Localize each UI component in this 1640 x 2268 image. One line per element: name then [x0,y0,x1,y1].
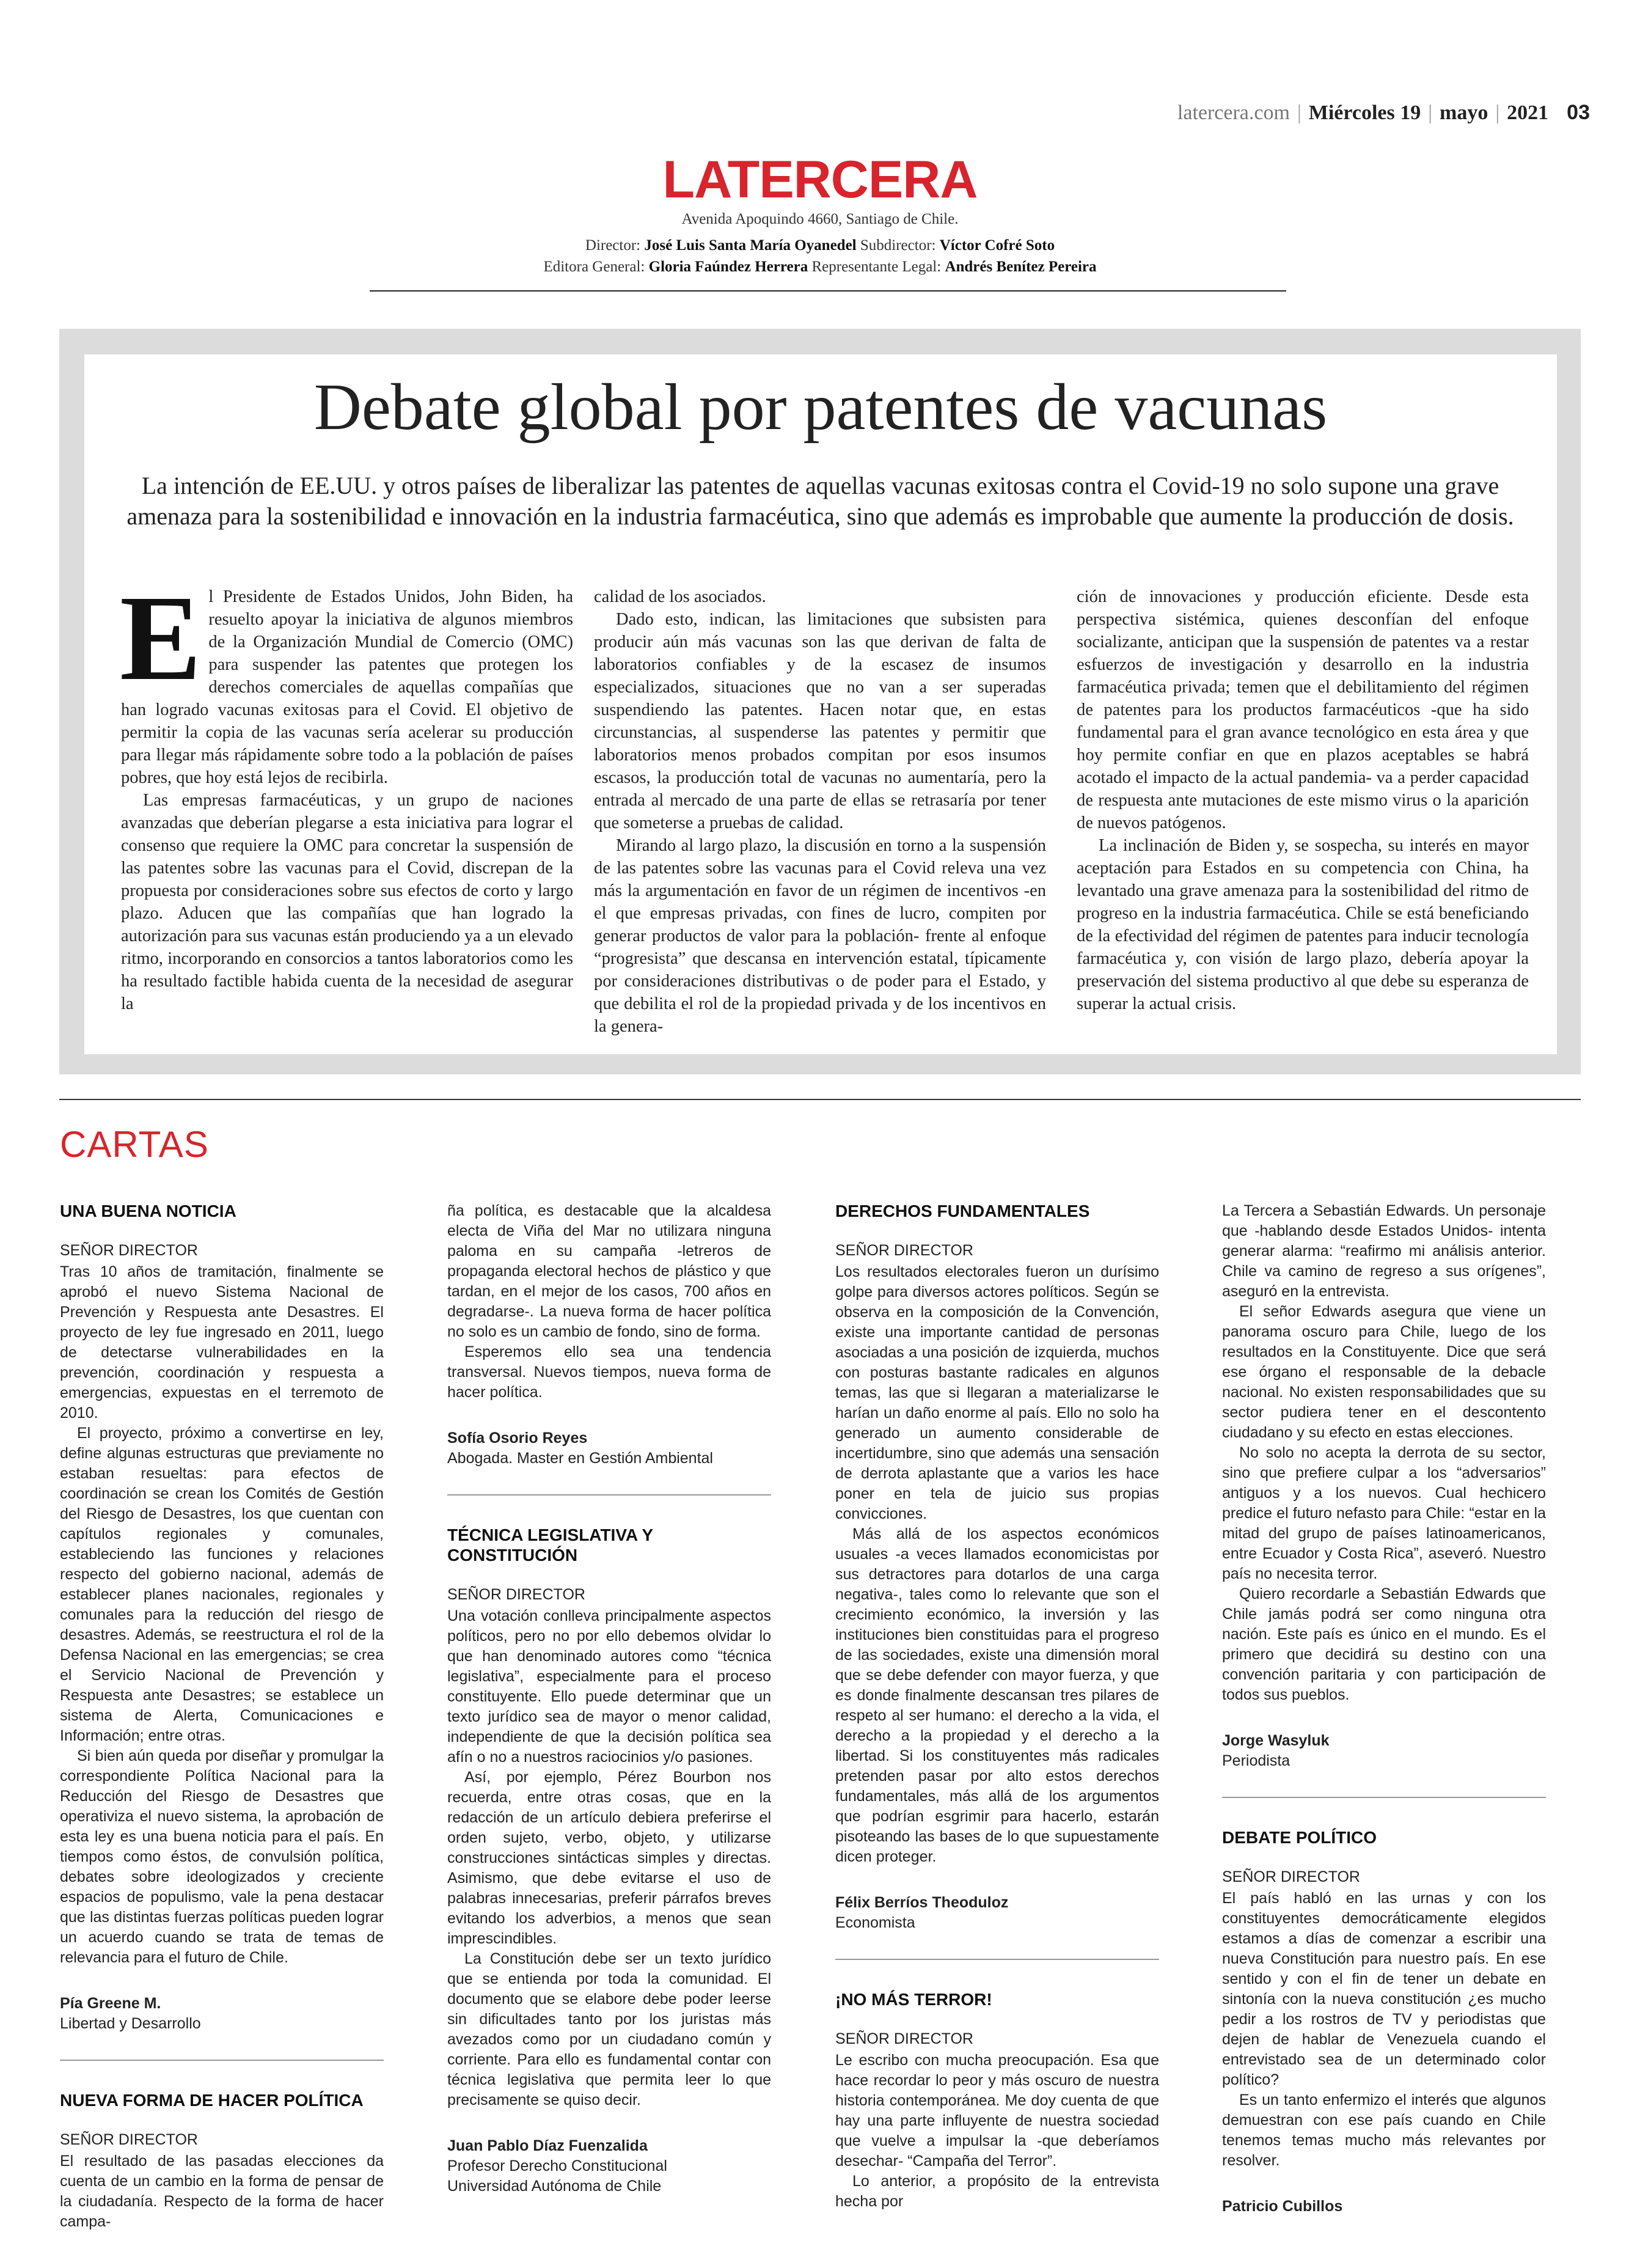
letter-affiliation: Profesor Derecho Constitucional [447,2157,667,2174]
editorial-paragraph: ción de innovaciones y producción eficiente. Desde esta perspectiva sistémica, quienes desconfían del enfoque socializante, anticipan que la suspensión de patentes va a restar esfuerzos de investigación y desarrollo en la industria farmacéutica privada; temen que el debilitamiento del régimen de patentes para los productos farmacéuticos -que ha sido fundamental para el gran avance tecnológico en esta área y que hoy permite confiar en que en plazos aceptables se habrá acotado el impacto de la actual pandemia- va a perder capacidad de respuesta ante mutaciones de este mismo virus o la aparición de nuevos patógenos. [1077,587,1529,832]
folio-month: mayo [1440,101,1488,124]
letter-paragraph: Así, por ejemplo, Pérez Bourbon nos recuerda, entre otras cosas, que en la redacción de un artículo debiera preferirse el orden sujeto, verbo, objeto, y utilizarse construcciones sintácticas simples y directas. Asimismo, que debe evitarse el uso de palabras innecesarias, preferir párrafos breves evitando los adverbios, a menos que sean imprescindibles. [447,1769,771,1947]
letter-affiliation: Economista [835,1914,915,1931]
letter-paragraph: Tras 10 años de tramitación, finalmente se aprobó el nuevo Sistema Nacional de Prevención y Respuesta ante Desastres. El proyecto de ley fue ingresado en 2011, luego de detectarse vulnerabilidades en la prevención, coordinación y respuesta a emergencias, expuestas en el terremoto de 2010. [60,1263,384,1422]
letter-salutation: SEÑOR DIRECTOR [835,1242,973,1259]
letter-paragraph: El proyecto, próximo a convertirse en ley, define algunas estructuras que previamente no estaban resueltas: para efectos de coordinación se crean los Comités de Gestión del Riesgo de Desastres, los que cuentan con capítulos regionales y comunales, estableciendo las funciones y relaciones respecto del gobierno nacional, además de establecer planes nacionales, regionales y comunales para la reducción del riesgo de desastres. Además, se reestructura el rol de la Defensa Nacional en las emergencias; se crea el Servicio Nacional de Prevención y Respuesta ante Desastres; se establece un sistema de Alerta, Comunicaciones e Información; entre otras. [60,1425,384,1744]
letter-affiliation: Universidad Autónoma de Chile [447,2178,662,2195]
letter-salutation: SEÑOR DIRECTOR [447,1586,585,1603]
letter-paragraph: Lo anterior, a propósito de la entrevista hecha por [835,2173,1159,2210]
letter-title: NUEVA FORMA DE HACER POLÍTICA [60,2091,364,2110]
letter-paragraph: El señor Edwards asegura que viene un panorama oscuro para Chile, luego de los resultados en la Constituyente. Dice que será ese órgano el responsable de la debacle nacional. No existen responsabilidades que su sector pudiera tener en el descontento ciudadano y su efecto en estas elecciones. [1222,1303,1546,1441]
letter-title: ¡NO MÁS TERROR! [835,1990,992,2009]
masthead-role: Subdirector: [856,237,940,254]
editorial-column-3 [1077,585,1529,1015]
letter-salutation: SEÑOR DIRECTOR [835,2030,973,2047]
masthead-name: Víctor Cofré Soto [939,237,1055,254]
letter-signature: Juan Pablo Díaz Fuenzalida [447,2137,648,2154]
letters-column-3 [835,1201,1159,2212]
editorial-paragraph: l Presidente de Estados Unidos, John Biden, ha resuelto apoyar la iniciativa de algunos miembros de la Organización Mundial de Comercio (OMC) para suspender las patentes que protegen los derechos comerciales de aquellas compañías que han logrado vacunas exitosas para el Covid. El objetivo de permitir la copia de las vacunas sería acelerar su producción para llegar más rápidamente sobre todo a la población de países pobres, que hoy está lejos de recibirla. [121,587,573,787]
folio-site: latercera.com [1177,101,1290,124]
letter-salutation: SEÑOR DIRECTOR [1222,1868,1360,1885]
folio-day: Miércoles 19 [1308,101,1421,124]
letter-paragraph: Es un tanto enfermizo el interés que algunos demuestran con ese país cuando en Chile tenemos temas mucho más relevantes por resolver. [1222,2091,1546,2169]
letter-title: DERECHOS FUNDAMENTALES [835,1202,1090,1220]
letter-paragraph: Esperemos ello sea una tendencia transversal. Nuevos tiempos, nueva forma de hacer política. [447,1343,771,1401]
editorial-title: Debate global por patentes de vacunas [313,371,1328,444]
letter-affiliation: Libertad y Desarrollo [60,2015,201,2032]
editorial-column-1 [120,571,573,1015]
letter-signature: Félix Berríos Theoduloz [835,1894,1009,1911]
letter-title: TÉCNICA LEGISLATIVA Y CONSTITUCIÓN [447,1525,653,1565]
letter-paragraph: No solo no acepta la derrota de su sector, sino que prefiere culpar a los “adversarios” antiguos y a los nuevos. Cual hechicero predice el futuro nefasto para Chile: “estar en la mitad del grupo de países latinoamericanos, entre Ecuador y Costa Rica”, aseveró. Nuestro país no necesita terror. [1222,1444,1546,1582]
editorial-paragraph: Las empresas farmacéuticas, y un grupo de naciones avanzadas que deberían plegarse a esta iniciativa para lograr el consenso que requiere la OMC para concretar la suspensión de las patentes sobre las vacunas para el Covid, discrepan de la propuesta por consideraciones sobre sus efectos de corto y largo plazo. Aducen que las compañías que han logrado la autorización para sus vacunas están produciendo ya a un elevado ritmo, incorporando en consorcios a tantos laboratorios como les ha resultado factible habida cuenta de la necesidad de asegurar la [121,791,573,1013]
page-folio: latercera.com | Miércoles 19 | mayo | 2021 03 [1177,101,1590,124]
newspaper-logo: LATERCERA [662,150,978,209]
editorial-paragraph: calidad de los asociados. [594,587,766,606]
letters-column-4 [1222,1201,1546,2217]
masthead-editors [0,259,1640,276]
editorial-paragraph: Dado esto, indican, las limitaciones que subsisten para producir aún más vacunas son las que derivan de falta de laboratorios confiables y de la escasez de insumos especializados, situaciones que no van a ser superadas suspendiendo las patentes. Hacen notar que, en estas circunstancias, al suspenderse las patentes y permitir que laboratorios menos probados compitan por esos insumos escasos, la producción total de vacunas no aumentaría, pero la entrada al mercado de una parte de ellas se retrasaría por tener que someterse a pruebas de calidad. [594,610,1046,832]
masthead-directors [0,237,1640,254]
letter-paragraph: Le escribo con mucha preocupación. Esa que hace recordar lo peor y más oscuro de nuestra historia contemporánea. Me doy cuenta de que hay una parte influyente de nuestra sociedad que vuelve a impulsar la -que deberíamos desechar- “Campaña del Terror”. [835,2052,1159,2170]
masthead-name: José Luis Santa María Oyanedel [644,237,857,254]
letter-paragraph: La Tercera a Sebastián Edwards. Un personaje que -hablando desde Estados Unidos- intenta generar alarma: “reafirmo mi análisis anterior. Chile va camino de regreso a sus orígenes”, aseguró en la entrevista. [1222,1202,1546,1300]
letter-paragraph: Los resultados electorales fueron un durísimo golpe para diversos actores políticos. Según se observa en la composición de la Convención, existe una importante cantidad de personas asociadas a una posición de izquierda, muchos con posturas bastante radicales en algunos temas, las que si llegaran a materializarse le harían un daño enorme al país. Ello no solo ha generado un aumento considerable de incertidumbre, sino que además una sensación de derrota aplastante que a varios les hace poner en tela de juicio sus propias convicciones. [835,1263,1159,1522]
masthead-role: Editora General: [543,259,649,275]
letter-paragraph: Una votación conlleva principalmente aspectos políticos, pero no por ello debemos olvidar lo que han denominado autores como “técnica legislativa”, especialmente para el proceso constituyente. Ello puede determinar que un texto jurídico sea de mayor o menor calidad, independiente de que la decisión política sea afín o no a nuestros raciocinios y/o pasiones. [447,1607,771,1766]
letters-column-1 [60,1201,384,2232]
letter-paragraph: ña política, es destacable que la alcaldesa electa de Viña del Mar no utilizara ninguna paloma en su campaña -letreros de propaganda electoral hechos de plástico y que tardan, en el mejor de los casos, 700 años en degradarse-. La nueva forma de hacer política no solo es un cambio de fondo, sino de forma. [447,1202,771,1340]
letter-signature: Jorge Wasyluk [1222,1732,1330,1749]
letter-signature: Pía Greene M. [60,1995,161,2012]
editorial-paragraph: Mirando al largo plazo, la discusión en torno a la suspensión de las patentes sobre las vacunas para el Covid releva una vez más la argumentación en favor de un régimen de incentivos -en el que empresas privadas, con fines de lucro, compiten por generar productos de valor para la población- frente al enfoque “progresista” que descansa en intervención estatal, típicamente por consideraciones distributivas o de poder para el Estado, y que debilita el rol de la propiedad privada y de los incentivos en la genera- [594,836,1046,1036]
letter-title: DEBATE POLÍTICO [1222,1828,1377,1847]
letter-affiliation: Periodista [1222,1752,1290,1769]
editorial-column-2 [594,585,1046,1038]
letter-affiliation: Abogada. Master en Gestión Ambiental [447,1450,713,1467]
letter-paragraph: Quiero recordarle a Sebastián Edwards que Chile jamás podrá ser como ninguna otra nación. Este país es único en el mundo. Es el primero que decidirá su destino con una convención paritaria y con participación de todos sus pueblos. [1222,1585,1546,1703]
letter-paragraph: Si bien aún queda por diseñar y promulgar la correspondiente Política Nacional para la Reducción del Riesgo de Desastres que operativiza el nuevo sistema, la aprobación de esta ley es una buena noticia para el país. En tiempos como éstos, de convulsión política, debates sobre ideologizados y creciente espacios de populismo, vale la pena destacar que las distintas fuerzas políticas pueden lograr un acuerdo cuando se trata de temas de relevancia para el futuro de Chile. [60,1747,384,1966]
letter-paragraph: El resultado de las pasadas elecciones da cuenta de un cambio en la forma de pensar de la ciudadanía. Respecto de la forma de hacer campa- [60,2152,384,2230]
letter-paragraph: Más allá de los aspectos económicos usuales -a veces llamados economicistas por sus detractores para dotarlos de una carga negativa-, tales como lo relevante que son el crecimiento económico, la inversión y las instituciones bien constituidas para el progreso de las sociedades, existe una dimensión moral que se debe defender con mayor fuerza, y que es donde finalmente descansan tres pilares de respeto al ser humano: el derecho a la vida, el derecho a la propiedad y el derecho a la libertad. Si los constituyentes más radicales pretenden pasar por alto estos derechos fundamentales, más allá de los argumentos que podrían esgrimir para hacerlo, estarán pisoteando las bases de lo que supuestamente dicen proteger. [835,1525,1159,1865]
letter-divider [1222,1797,1546,1798]
letter-paragraph: El país habló en las urnas y con los constituyentes democráticamente elegidos estamos a días de comenzar a escribir una nueva Constitución para nuestro país. En ese sentido y con el fin de tener un debate en sintonía con la nueva constitución ¿es mucho pedir a los rostros de TV y periodistas que dejen de hablar de Venezuela cuando el entrevistado sea de un determinado color político? [1222,1890,1546,2088]
section-divider [59,1099,1581,1100]
letter-title: UNA BUENA NOTICIA [60,1202,236,1220]
page-number: 03 [1567,101,1590,124]
letter-signature: Sofía Osorio Reyes [447,1429,588,1447]
masthead-name: Gloria Faúndez Herrera [648,259,808,275]
letter-divider [60,2060,384,2061]
masthead-role: Director: [585,237,645,254]
letter-divider [835,1959,1159,1960]
letter-salutation: SEÑOR DIRECTOR [60,1242,198,1259]
letter-signature: Patricio Cubillos [1222,2198,1343,2215]
masthead-address: Avenida Apoquindo 4660, Santiago de Chile. [681,211,959,227]
letter-paragraph: La Constitución debe ser un texto jurídico que se entienda por toda la comunidad. El documento que se elabore debe poder leerse sin dificultades tanto por los juristas más avezados como por un ciudadano común y corriente. Para ello es fundamental contar con técnica legislativa que permita leer lo que precisamente se quiso decir. [447,1950,771,2108]
section-title: CARTAS [60,1124,209,1165]
letter-divider [447,1494,771,1495]
letter-salutation: SEÑOR DIRECTOR [60,2131,198,2148]
masthead-divider [370,290,1286,292]
letters-column-2 [447,1201,771,2196]
masthead-role: Representante Legal: [808,259,945,275]
editorial-paragraph: La inclinación de Biden y, se sospecha, su interés en mayor aceptación para Estados en su competencia con China, ha levantado una grave amenaza para la sostenibilidad del ritmo de progreso en la industria farmacéutica. Chile se está beneficiando de la efectividad del régimen de patentes para inducir tecnología farmacéutica y, con visión de largo plazo, debería apoyar la preservación del sistema productivo al que debe su esperanza de superar la actual crisis. [1077,836,1529,1013]
drop-cap: E [120,571,202,706]
masthead-name: Andrés Benítez Pereira [945,259,1097,275]
folio-year: 2021 [1507,101,1549,124]
editorial-subtitle: La intención de EE.UU. y otros países de liberalizar las patentes de aquellas vacunas exitosas contra el Covid-19 no solo supone una grave amenaza para la sostenibilidad e innovación en la industria farmacéutica, sino que además es improbable que aumente la producción de dosis. [126,472,1514,530]
